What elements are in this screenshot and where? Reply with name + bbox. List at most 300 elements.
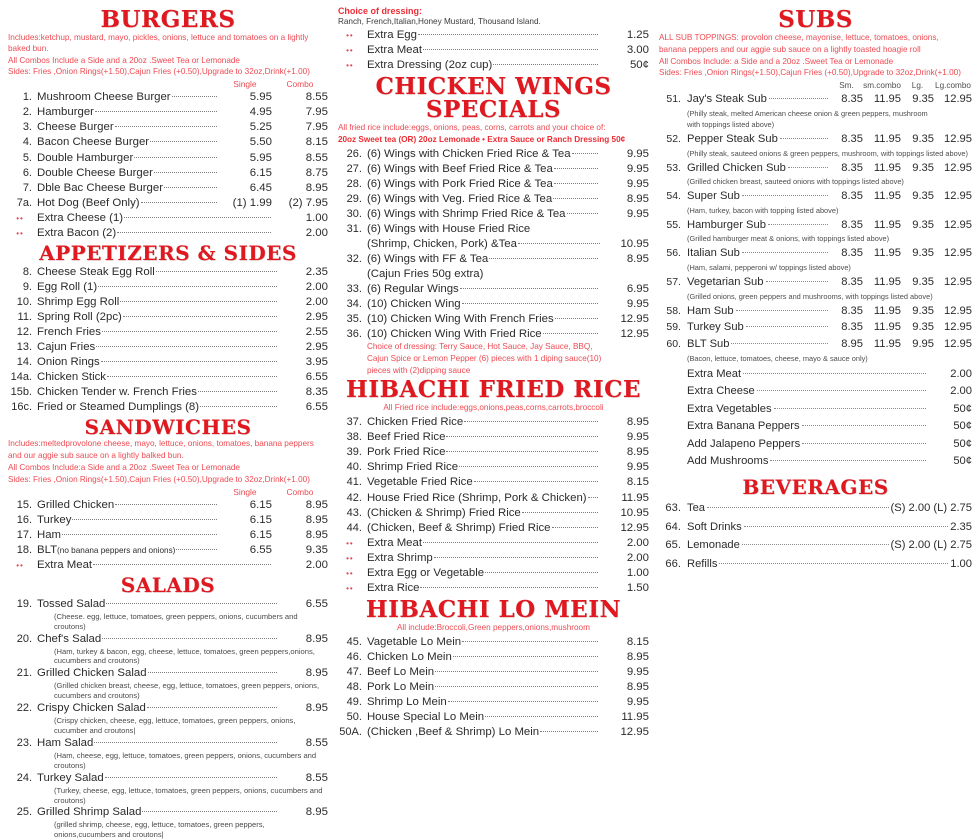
menu-item[interactable] [338,327,649,342]
menu-item[interactable] [8,280,328,295]
leader-dots [62,534,217,535]
item-number: 47. [346,665,362,678]
sandwiches-list [8,498,328,573]
item-name: Chicken Stick [37,371,107,384]
menu-item[interactable] [8,513,328,528]
item-number: 31. [346,223,362,236]
menu-extra[interactable] [338,551,649,566]
item-number: 26. [346,147,362,160]
sandwiches-col-combo: Combo [286,486,314,497]
item-price: 2.00 [626,536,649,549]
item-number: 8. [22,265,32,278]
item-number: 1. [22,91,32,104]
item-name: Extra Bacon (2) [37,226,117,239]
leader-dots [768,224,828,225]
price-sm: 8.95 [841,337,863,350]
lomein-list [338,635,649,740]
price-lg-combo: 12.95 [944,247,972,260]
menu-item[interactable] [338,650,649,665]
leader-dots [553,198,598,199]
item-name: Ham Sub [686,304,734,317]
menu-item[interactable] [338,460,649,475]
menu-item[interactable] [659,246,972,273]
leader-dots [123,316,277,317]
menu-item[interactable] [338,222,649,252]
item-number: 29. [346,192,362,205]
leader-dots [105,777,277,778]
leader-dots [164,187,217,188]
item-price: 8.95 [626,680,649,693]
item-price: 12.95 [620,327,649,340]
subs-note-2: banana peppers and our aggie sub sauce on a lightly toasted hoagie roll [658,44,921,54]
price-sm-combo: 11.95 [873,337,901,350]
item-number: 46. [346,650,362,663]
menu-item[interactable] [338,635,649,650]
leader-dots [493,64,598,65]
sandwiches-price-header [8,487,328,497]
menu-item[interactable] [8,632,328,667]
item-number: 24. [16,771,32,784]
item-price-combo: 8.55 [305,91,328,104]
item-price: 50¢ [953,420,972,433]
item-price: 8.95 [305,667,328,680]
leader-dots [446,436,598,437]
menu-item[interactable] [338,252,649,282]
item-name: Ham [37,528,62,541]
menu-item[interactable] [8,295,328,310]
menu-item[interactable] [338,177,649,192]
item-qualifier: (no banana peppers and onions) [57,545,176,555]
item-name: Add Mushrooms [686,455,769,468]
item-number: 58. [666,304,681,317]
item-number: 59. [666,321,681,334]
menu-item[interactable] [659,337,972,364]
leader-dots [142,811,276,812]
item-price: 9.95 [626,162,649,175]
item-name: House Special Lo Mein [366,710,485,723]
item-price: 50¢ [953,402,972,415]
item-price: 6.55 [305,401,328,414]
menu-extra[interactable] [338,566,649,581]
menu-item[interactable] [8,543,328,558]
price-lg-combo: 12.95 [944,93,972,106]
menu-extra[interactable] [659,419,972,434]
menu-item[interactable] [8,771,328,806]
menu-item[interactable] [8,90,328,105]
item-name: Tossed Salad [37,597,106,610]
menu-item[interactable] [8,597,328,632]
sandwiches-note-3: All Combos Include:a Side and a 20oz .Sweet Tea or Lemonade [8,462,240,472]
item-price: (S) 2.00 (L) 2.75 [890,501,972,514]
leader-dots [707,507,889,508]
menu-item[interactable] [8,805,328,840]
item-name: Hamburger [37,106,94,119]
price-sm-combo: 11.95 [873,321,901,334]
leader-dots [746,326,828,327]
item-name: Pork Lo Mein [366,680,435,693]
item-price: 9.95 [626,695,649,708]
menu-item[interactable] [659,520,972,535]
menu-item[interactable] [8,325,328,340]
item-name: House Fried Rice (Shrimp, Pork & Chicken) [366,491,587,504]
bullet-marker-icon [338,585,367,593]
leader-dots [95,111,217,112]
price-lg-combo: 12.95 [944,132,972,145]
item-name: Turkey [37,513,72,526]
item-price: 11.95 [621,710,649,723]
menu-item[interactable] [8,355,328,370]
salads-list [8,597,328,840]
menu-extra[interactable] [8,226,328,241]
item-price: 2.55 [305,325,328,338]
item-price: 9.95 [626,297,649,310]
leader-dots [572,153,598,154]
item-name: Hamburger Sub [686,218,766,231]
item-price: 8.95 [626,446,649,459]
menu-item[interactable] [338,297,649,312]
item-number: 44. [346,521,362,534]
menu-item[interactable] [659,320,972,335]
menu-item[interactable] [338,491,649,506]
menu-item[interactable] [8,265,328,280]
item-name: (6) Wings with FF & Tea [366,252,489,265]
menu-item[interactable] [8,400,328,415]
section-title-hibachi-lo-mein: HIBACHI LO MEIN [365,595,621,623]
item-number: 38. [346,431,362,444]
item-name: Pepper Steak Sub [686,132,778,145]
price-lg-combo: 12.95 [944,161,972,174]
menu-item[interactable] [8,181,328,196]
item-number: 48. [346,680,362,693]
item-name: Extra Meat [366,536,423,549]
item-number: 13. [16,341,32,354]
item-name: Extra Meat [686,367,742,380]
friedrice-list [338,415,649,596]
item-price-single: 5.50 [249,136,272,149]
wings-footer-3: pieces with (2)dipping sauce [366,365,471,375]
menu-extra[interactable] [659,367,972,382]
item-price-combo: 8.75 [305,166,328,179]
menu-item[interactable] [338,147,649,162]
item-price: 10.95 [620,506,649,519]
menu-item[interactable] [8,528,328,543]
price-lg: 9.35 [912,304,934,317]
leader-dots [435,686,598,687]
item-name: Mushroom Cheese Burger [37,91,171,104]
item-name: Extra Banana Peppers [686,420,800,433]
menu-extra[interactable] [659,402,972,417]
menu-item[interactable] [8,105,328,120]
menu-item[interactable] [659,189,972,216]
item-name: Tea [686,501,706,514]
price-lg-combo: 12.95 [944,190,972,203]
item-name: Refills [686,557,718,570]
item-number: 36. [346,327,362,340]
menu-extra[interactable] [338,536,649,551]
menu-extra[interactable] [659,384,972,399]
item-name: Vagetable Lo Mein [366,635,462,648]
item-number: 49. [346,695,362,708]
item-description: (Philly steak, melted American cheese onion & green peppers, mushroom [686,108,928,118]
item-name: Crispy Chicken Salad [37,702,146,715]
item-number: 12. [16,325,32,338]
lomein-note: All include:Broccoli,Green peppers,onions,mushroom [396,622,590,632]
item-price-single: 6.45 [249,181,272,194]
item-description: (Philly steak, sauteed onions & green peppers, mushroom, with toppings listed above) [686,148,968,158]
item-number: 22. [16,702,32,715]
menu-item[interactable] [8,196,328,211]
price-lg: 9.35 [912,132,934,145]
item-name: Chicken Tender w. French Fries [37,386,197,399]
item-price: 9.95 [626,207,649,220]
item-number: 6. [22,166,32,179]
price-sm: 8.35 [841,321,863,334]
price-lg: 9.35 [912,218,934,231]
item-price: 1.25 [626,29,649,41]
item-price: 10.95 [620,238,649,251]
item-number: 4. [22,136,32,149]
leader-dots [423,49,598,50]
menu-item[interactable] [659,501,972,516]
item-number: 3. [22,121,32,134]
item-description-line2: with toppings listed above) [686,119,775,129]
item-price: (S) 2.00 (L) 2.75 [890,539,972,552]
menu-item[interactable] [338,695,649,710]
menu-item[interactable] [338,192,649,207]
item-price: 6.55 [305,371,328,384]
leader-dots [150,141,217,142]
menu-item[interactable] [659,538,972,553]
item-name: Add Jalapeno Peppers [686,437,801,450]
item-name: Grilled Shrimp Salad [37,806,142,819]
leader-dots [554,168,598,169]
menu-item[interactable] [338,312,649,327]
menu-item[interactable] [338,506,649,521]
menu-item[interactable] [338,725,649,740]
menu-extra[interactable] [659,454,972,469]
item-name-line2: (Shrimp, Chicken, Pork) &Tea [366,238,517,251]
menu-item[interactable] [8,151,328,166]
burgers-col-combo: Combo [286,79,314,90]
item-price: 8.95 [305,632,328,645]
bullet-marker-icon [338,540,367,548]
bullet-marker-icon [338,570,367,578]
item-number: 57. [666,276,681,289]
menu-item[interactable] [8,120,328,135]
menu-item[interactable] [659,557,972,572]
menu-extra[interactable] [338,581,649,596]
leader-dots [460,288,598,289]
menu-item[interactable] [8,135,328,150]
item-name: Grilled Chicken Sub [686,161,786,174]
item-price-single: 5.95 [249,91,272,104]
price-sm: 8.35 [841,132,863,145]
item-price: 2.35 [950,520,972,533]
column-left [6,6,332,840]
item-price: 2.00 [950,367,972,380]
wings-footer-2: Cajun Spice or Lemon Pepper (6) pieces with 1 diping sauce(10) [366,353,602,363]
item-price: 1.50 [626,581,649,594]
item-price-combo: 9.35 [305,543,328,556]
dressing-extras [338,28,649,73]
subs-price-header [659,81,972,90]
item-price: 3.00 [626,44,649,57]
item-name: Ham Salad [37,736,94,749]
leader-dots [788,167,828,168]
item-name: Double Hamburger [37,151,134,164]
menu-item[interactable] [8,310,328,325]
menu-item[interactable] [659,275,972,302]
item-price: 8.95 [626,252,649,265]
friedrice-note: All Fried rice include:eggs,onions,peas,corns,carrots,broccoli [383,403,604,413]
item-price: 2.00 [626,551,649,564]
item-price: 2.95 [305,310,328,323]
price-lg-combo: 12.95 [944,218,972,231]
menu-extra[interactable] [8,211,328,226]
menu-item[interactable] [338,665,649,680]
leader-dots [154,172,217,173]
leader-dots [522,512,598,513]
menu-extra[interactable] [8,558,328,573]
item-price-combo: 8.15 [305,136,328,149]
wings-note-2: 20oz Sweet tea (OR) 20oz Lemonade • Extra Sauce or Ranch Dressing 50¢ [337,134,626,144]
item-price-combo: 7.95 [305,106,328,119]
leader-dots [101,361,277,362]
item-name: Pork Fried Rice [366,446,446,459]
menu-item[interactable] [659,92,972,130]
menu-item[interactable] [8,498,328,513]
item-description: (Grilled onions, green peppers and mushrooms, with toppings listed above) [686,291,933,301]
wings-note-1: All fried rice include:eggs, onions, peas, corns, carrots and your choice of: [337,123,606,133]
menu-item[interactable] [659,218,972,245]
menu-extra[interactable] [338,58,649,73]
item-number: 18. [16,543,32,556]
item-description: (Turkey, cheese, egg, lettuce, tomatoes, green peppers, onions, cucumbers and croutons) [54,785,323,805]
item-number: 23. [16,736,32,749]
item-name: Chicken Lo Mein [366,650,452,663]
appetizers-list [8,265,328,415]
leader-dots [141,202,217,203]
price-lg-combo: 12.95 [944,321,972,334]
menu-item[interactable] [338,162,649,177]
burgers-price-header [8,79,328,89]
item-price: 2.00 [950,385,972,398]
leader-dots [757,390,926,391]
subs-col-sm: Sm. [839,81,854,91]
item-name: Extra Rice [366,581,420,594]
item-name: French Fries [37,325,101,338]
item-price-combo: 7.95 [305,121,328,134]
sandwiches-note-2: and our aggie sub sauce on a lightly balked bun. [8,451,184,461]
item-name: Extra Shrimp [366,551,433,564]
item-name: (6) Regular Wings [366,282,459,295]
item-name: Chef's Salad [37,632,102,645]
section-title-burgers: BURGERS [100,6,236,33]
menu-item[interactable] [338,475,649,490]
item-number: 43. [346,506,362,519]
price-lg: 9.35 [912,161,934,174]
menu-item[interactable] [338,282,649,297]
burgers-note-2: All Combos Include a Side and a 20oz .Sweet Tea or Lemonade [8,55,240,65]
item-description: (Ham, salami, pepperoni w/ toppings listed above) [686,263,851,273]
price-sm-combo: 11.95 [873,190,901,203]
menu-extra[interactable] [338,43,649,58]
item-price: 9.95 [626,431,649,444]
menu-item[interactable] [8,736,328,771]
subs-list [659,92,972,363]
price-sm-combo: 11.95 [873,276,901,289]
leader-dots [96,346,277,347]
subs-note-3: All Combos Include: a Side and a 20oz .Sweet Tea or Lemonade [658,56,894,66]
item-price: 50¢ [953,455,972,468]
menu-extra[interactable] [338,28,649,43]
menu-item[interactable] [338,207,649,222]
subs-extras [659,367,972,469]
item-name: (Chicken, Beef & Shrimp) Fried Rice [366,521,551,534]
menu-item[interactable] [659,304,972,319]
item-price: 12.95 [620,312,649,325]
item-number: 45. [346,635,362,648]
leader-dots [106,603,277,604]
leader-dots [540,731,598,732]
item-number: 15b. [10,386,32,399]
menu-item[interactable] [8,385,328,400]
leader-dots [464,421,598,422]
menu-item[interactable] [8,340,328,355]
item-price: 3.95 [305,356,328,369]
item-number: 17. [16,528,32,541]
item-price: 8.35 [305,386,328,399]
item-number: 41. [346,476,362,489]
menu-item[interactable] [338,415,649,430]
leader-dots [485,572,598,573]
leader-dots [423,542,598,543]
leader-dots [731,343,828,344]
menu-item[interactable] [659,132,972,159]
leader-dots [742,252,828,253]
menu-item[interactable] [8,370,328,385]
subs-col-smcombo: sm.combo [863,81,901,91]
menu-item[interactable] [8,701,328,736]
leader-dots [552,527,598,528]
menu-item[interactable] [338,710,649,725]
price-sm: 8.35 [841,190,863,203]
item-price: 2.00 [305,226,328,239]
item-description: (Grilled chicken breast, sauteed onions with toppings listed above) [686,177,904,187]
item-name: Grilled Chicken Salad [37,667,147,680]
menu-item[interactable] [338,521,649,536]
price-sm-combo: 11.95 [873,304,901,317]
menu-item[interactable] [659,161,972,188]
menu-item[interactable] [338,445,649,460]
leader-dots [172,96,217,97]
menu-extra[interactable] [659,437,972,452]
item-price: 50¢ [953,437,972,450]
wings-footer-1: Choice of dressing: Terry Sauce, Hot Sauce, Jay Sauce, BBQ, [366,341,593,351]
item-number: 16c. [11,401,32,414]
leader-dots [156,271,277,272]
menu-item[interactable] [338,430,649,445]
menu-item[interactable] [338,680,649,695]
leader-dots [200,406,277,407]
item-number: 7a. [16,196,32,209]
leader-dots [742,544,889,545]
sandwiches-col-single: Single [233,486,257,497]
menu-item[interactable] [8,166,328,181]
menu-item[interactable] [8,666,328,701]
item-name: Extra Cheese [686,385,755,398]
item-name: Egg Roll (1) [37,280,98,293]
